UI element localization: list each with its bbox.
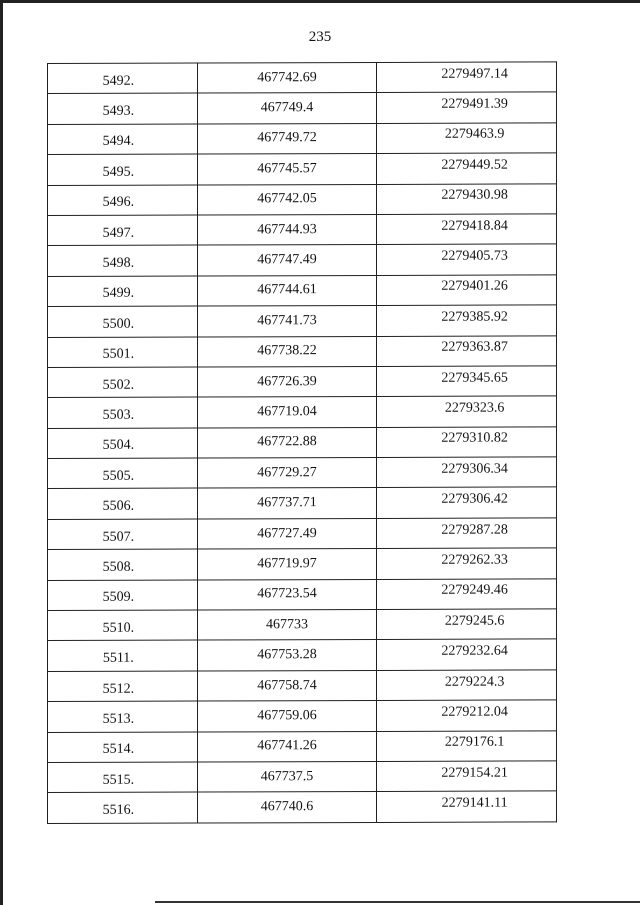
x-coordinate-cell <box>197 518 377 549</box>
cell-text: 5510. <box>102 620 135 636</box>
point-number-cell <box>48 306 198 337</box>
cell-text: 2279245.6 <box>444 613 505 629</box>
cell-text: 5511. <box>102 650 134 666</box>
y-coordinate-cell <box>377 305 557 336</box>
cell-text: 5494. <box>102 134 135 150</box>
cell-text: 2279401.26 <box>441 278 508 295</box>
y-coordinate-cell <box>377 62 557 93</box>
cell-text: 2279345.65 <box>441 370 508 386</box>
cell-text: 5509. <box>102 590 135 606</box>
cell-text: 467729.27 <box>257 464 317 481</box>
y-coordinate-cell <box>377 427 557 458</box>
y-coordinate-cell <box>377 791 557 822</box>
x-coordinate-cell <box>197 488 377 519</box>
cell-text: 467738.22 <box>257 343 317 359</box>
point-number-cell <box>48 154 198 185</box>
cell-text: 2279385.92 <box>441 309 508 325</box>
cell-text: 5503. <box>102 407 135 423</box>
x-coordinate-cell <box>197 275 377 306</box>
table-row <box>48 214 557 246</box>
cell-text: 5500. <box>102 316 135 332</box>
cell-text: 467727.49 <box>257 525 317 541</box>
cell-text: 467719.04 <box>257 404 317 420</box>
cell-text: 467726.39 <box>257 373 317 389</box>
y-coordinate-cell <box>377 92 557 123</box>
cell-text: 467740.6 <box>260 799 314 815</box>
cell-text: 2279212.04 <box>441 704 508 720</box>
scan-border-bottom <box>155 901 640 903</box>
x-coordinate-cell <box>197 336 377 367</box>
cell-text: 5501. <box>102 346 135 363</box>
table-row <box>48 335 557 367</box>
cell-text: 2279491.39 <box>441 96 508 112</box>
x-coordinate-cell <box>197 184 377 215</box>
y-coordinate-cell <box>377 183 557 214</box>
table-row <box>48 62 557 94</box>
cell-text: 5507. <box>102 529 135 545</box>
table-row <box>48 579 557 611</box>
cell-text: 5502. <box>102 377 135 393</box>
cell-text: 5505. <box>102 468 135 484</box>
scan-border-left <box>0 0 3 905</box>
cell-text: 467737.5 <box>260 768 314 785</box>
cell-text: 467733 <box>265 616 308 633</box>
cell-text: 467723.54 <box>257 586 317 602</box>
table-row <box>48 457 557 489</box>
coordinates-table-body <box>48 62 557 823</box>
table-row <box>48 518 557 550</box>
x-coordinate-cell <box>197 579 377 610</box>
cell-text: 2279154.21 <box>441 765 508 781</box>
y-coordinate-cell <box>377 457 557 488</box>
cell-text: 467744.93 <box>257 221 317 237</box>
cell-text: 467753.28 <box>257 647 317 663</box>
cell-text: 2279418.84 <box>441 218 508 234</box>
point-number-cell <box>48 428 198 459</box>
cell-text: 2279287.28 <box>441 522 508 538</box>
point-number-cell <box>48 276 198 307</box>
cell-text: 5506. <box>102 498 135 514</box>
cell-text: 2279232.64 <box>441 643 508 659</box>
point-number-cell <box>48 488 198 519</box>
cell-text: 5516. <box>102 802 135 818</box>
point-number-cell <box>48 215 198 246</box>
table-row <box>48 639 557 671</box>
table-row <box>48 183 557 215</box>
y-coordinate-cell <box>377 487 557 518</box>
x-coordinate-cell <box>197 549 377 580</box>
point-number-cell <box>48 124 198 155</box>
cell-text: 467745.57 <box>257 161 317 177</box>
point-number-cell <box>48 367 198 398</box>
y-coordinate-cell <box>377 518 557 549</box>
x-coordinate-cell <box>197 731 377 762</box>
cell-text: 2279449.52 <box>441 157 508 173</box>
cell-text: 2279224.3 <box>444 674 505 690</box>
y-coordinate-cell <box>377 609 557 640</box>
point-number-cell <box>48 397 198 428</box>
x-coordinate-cell <box>197 701 377 732</box>
cell-text: 467749.72 <box>257 130 317 146</box>
cell-text: 5497. <box>102 225 135 241</box>
cell-text: 5504. <box>102 438 135 454</box>
cell-text: 2279176.1 <box>444 734 505 751</box>
cell-text: 2279323.6 <box>444 400 505 416</box>
cell-text: 467758.74 <box>257 677 317 693</box>
y-coordinate-cell <box>377 366 557 397</box>
cell-text: 2279430.98 <box>441 187 508 204</box>
cell-text: 467722.88 <box>257 434 317 450</box>
x-coordinate-cell <box>197 397 377 428</box>
x-coordinate-cell <box>197 154 377 185</box>
point-number-cell <box>48 185 198 216</box>
table-row <box>48 670 557 702</box>
point-number-cell <box>48 245 198 276</box>
x-coordinate-cell <box>197 123 377 154</box>
cell-text: 467742.05 <box>257 191 317 207</box>
point-number-cell <box>48 337 198 368</box>
table-row <box>48 153 557 185</box>
cell-text: 467719.97 <box>257 556 317 572</box>
table-row <box>48 548 557 580</box>
table-row <box>48 700 557 732</box>
cell-text: 5514. <box>102 742 135 758</box>
x-coordinate-cell <box>197 214 377 245</box>
y-coordinate-cell <box>377 335 557 366</box>
point-number-cell <box>48 762 198 793</box>
cell-text: 5499. <box>102 286 135 302</box>
y-coordinate-cell <box>377 579 557 610</box>
point-number-cell <box>48 458 198 489</box>
cell-text: 5508. <box>102 559 135 575</box>
table-row <box>48 761 557 793</box>
x-coordinate-cell <box>197 458 377 489</box>
cell-text: 467749.4 <box>260 100 314 116</box>
table-row <box>48 305 557 337</box>
point-number-cell <box>48 792 198 823</box>
cell-text: 5512. <box>102 681 135 697</box>
x-coordinate-cell <box>197 670 377 701</box>
cell-text: 5513. <box>102 711 135 727</box>
page-number: 235 <box>308 29 332 45</box>
cell-text: 2279306.34 <box>441 461 508 477</box>
y-coordinate-cell <box>377 639 557 670</box>
cell-text: 467737.71 <box>257 495 317 511</box>
point-number-cell <box>48 93 198 124</box>
point-number-cell <box>48 549 198 580</box>
cell-text: 2279262.33 <box>441 552 508 568</box>
cell-text: 2279310.82 <box>441 430 508 447</box>
table-row <box>48 366 557 398</box>
point-number-cell <box>48 519 198 550</box>
table-row <box>48 427 557 459</box>
y-coordinate-cell <box>377 700 557 731</box>
table-row <box>48 609 557 641</box>
table-row <box>48 730 557 762</box>
cell-text: 5495. <box>102 164 135 180</box>
x-coordinate-cell <box>197 792 377 823</box>
table-row <box>48 275 557 307</box>
cell-text: 467741.26 <box>257 738 317 754</box>
scan-border-top <box>0 0 640 3</box>
y-coordinate-cell <box>377 730 557 761</box>
cell-text: 5496. <box>102 194 135 211</box>
point-number-cell <box>48 701 198 732</box>
y-coordinate-cell <box>377 670 557 701</box>
point-number-cell <box>48 732 198 763</box>
y-coordinate-cell <box>377 123 557 154</box>
point-number-cell <box>48 63 198 94</box>
point-number-cell <box>48 671 198 702</box>
cell-text: 2279497.14 <box>441 66 508 82</box>
cell-text: 467747.49 <box>257 252 317 268</box>
coordinates-table <box>47 61 557 823</box>
x-coordinate-cell <box>197 93 377 124</box>
cell-text: 2279463.9 <box>444 127 505 143</box>
y-coordinate-cell <box>377 396 557 427</box>
y-coordinate-cell <box>377 214 557 245</box>
cell-text: 467741.73 <box>257 312 317 329</box>
table-row <box>48 123 557 155</box>
table-row <box>48 92 557 124</box>
x-coordinate-cell <box>197 609 377 640</box>
x-coordinate-cell <box>197 761 377 792</box>
cell-text: 2279405.73 <box>441 248 508 264</box>
cell-text: 467742.69 <box>257 69 317 86</box>
cell-text: 5498. <box>102 255 135 271</box>
x-coordinate-cell <box>197 62 377 93</box>
x-coordinate-cell <box>197 245 377 276</box>
table-row <box>48 396 557 428</box>
y-coordinate-cell <box>377 153 557 184</box>
y-coordinate-cell <box>377 761 557 792</box>
cell-text: 467744.61 <box>257 282 317 298</box>
x-coordinate-cell <box>197 306 377 337</box>
table-row <box>48 487 557 519</box>
x-coordinate-cell <box>197 366 377 397</box>
cell-text: 5493. <box>102 103 135 119</box>
point-number-cell <box>48 640 198 671</box>
table-row <box>48 244 557 276</box>
point-number-cell <box>48 610 198 641</box>
cell-text: 2279249.46 <box>441 582 508 599</box>
table-row <box>48 791 557 823</box>
x-coordinate-cell <box>197 427 377 458</box>
cell-text: 2279363.87 <box>441 339 508 355</box>
cell-text: 5515. <box>102 772 135 788</box>
cell-text: 5492. <box>102 73 135 89</box>
x-coordinate-cell <box>197 640 377 671</box>
point-number-cell <box>48 580 198 611</box>
y-coordinate-cell <box>377 275 557 306</box>
y-coordinate-cell <box>377 548 557 579</box>
cell-text: 2279141.11 <box>441 795 508 811</box>
cell-text: 467759.06 <box>257 708 317 724</box>
y-coordinate-cell <box>377 244 557 275</box>
cell-text: 2279306.42 <box>441 491 508 507</box>
